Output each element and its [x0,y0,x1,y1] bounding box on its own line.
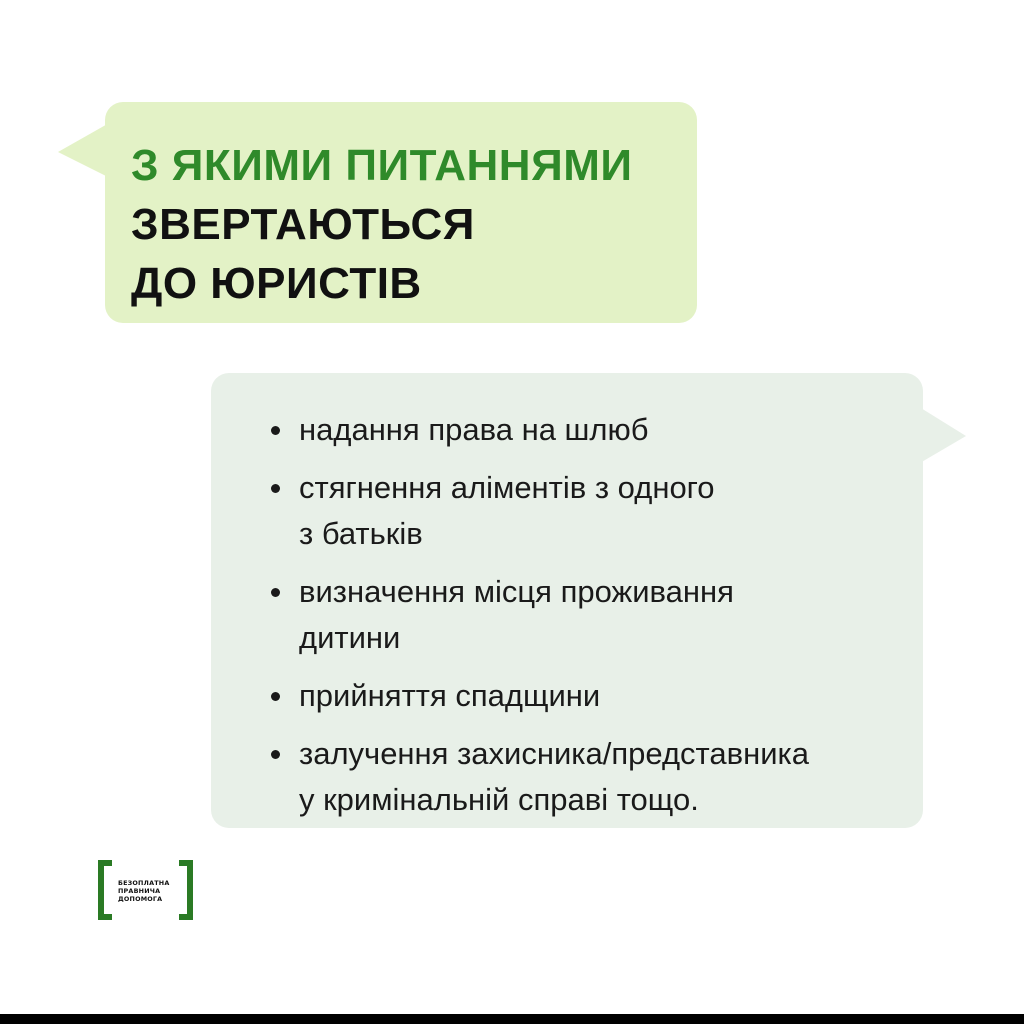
bullet-icon [271,426,280,435]
list-item [271,465,899,557]
title-line-1: З ЯКИМИ ПИТАННЯМИ [131,141,633,190]
topics-list [271,407,923,823]
list-bubble [211,373,923,828]
list-item-text: залучення захисника/представника [299,736,810,771]
title-bubble [105,102,697,323]
logo-left-bracket-icon [98,860,112,920]
list-item [271,569,899,661]
list-item [271,731,899,823]
bullet-icon [271,484,280,493]
list-item-text-continued: з батьків [299,516,423,551]
bullet-icon [271,588,280,597]
legal-aid-logo [98,860,193,924]
bullet-icon [271,692,280,701]
bottom-bar [0,1014,1024,1024]
list-item [271,407,899,453]
list-item-text-continued: у кримінальній справі тощо. [299,782,699,817]
logo-text-line-3: ДОПОМОГА [118,895,163,903]
list-item-text: стягнення аліментів з одного [299,470,715,505]
title-line-3: ДО ЮРИСТІВ [131,259,422,308]
list-item-text: визначення місця проживання [299,574,734,609]
bullet-icon [271,750,280,759]
logo-text [118,879,180,903]
list-item-text: надання права на шлюб [299,412,649,447]
list-item-text: прийняття спадщини [299,678,601,713]
list-item [271,673,899,719]
logo-right-bracket-icon [179,860,193,920]
logo-text-line-1: БЕЗОПЛАТНА [118,879,170,887]
logo-text-line-2: ПРАВНИЧА [118,887,161,895]
title-line-2: ЗВЕРТАЮТЬСЯ [131,200,475,249]
list-item-text-continued: дитини [299,620,401,655]
